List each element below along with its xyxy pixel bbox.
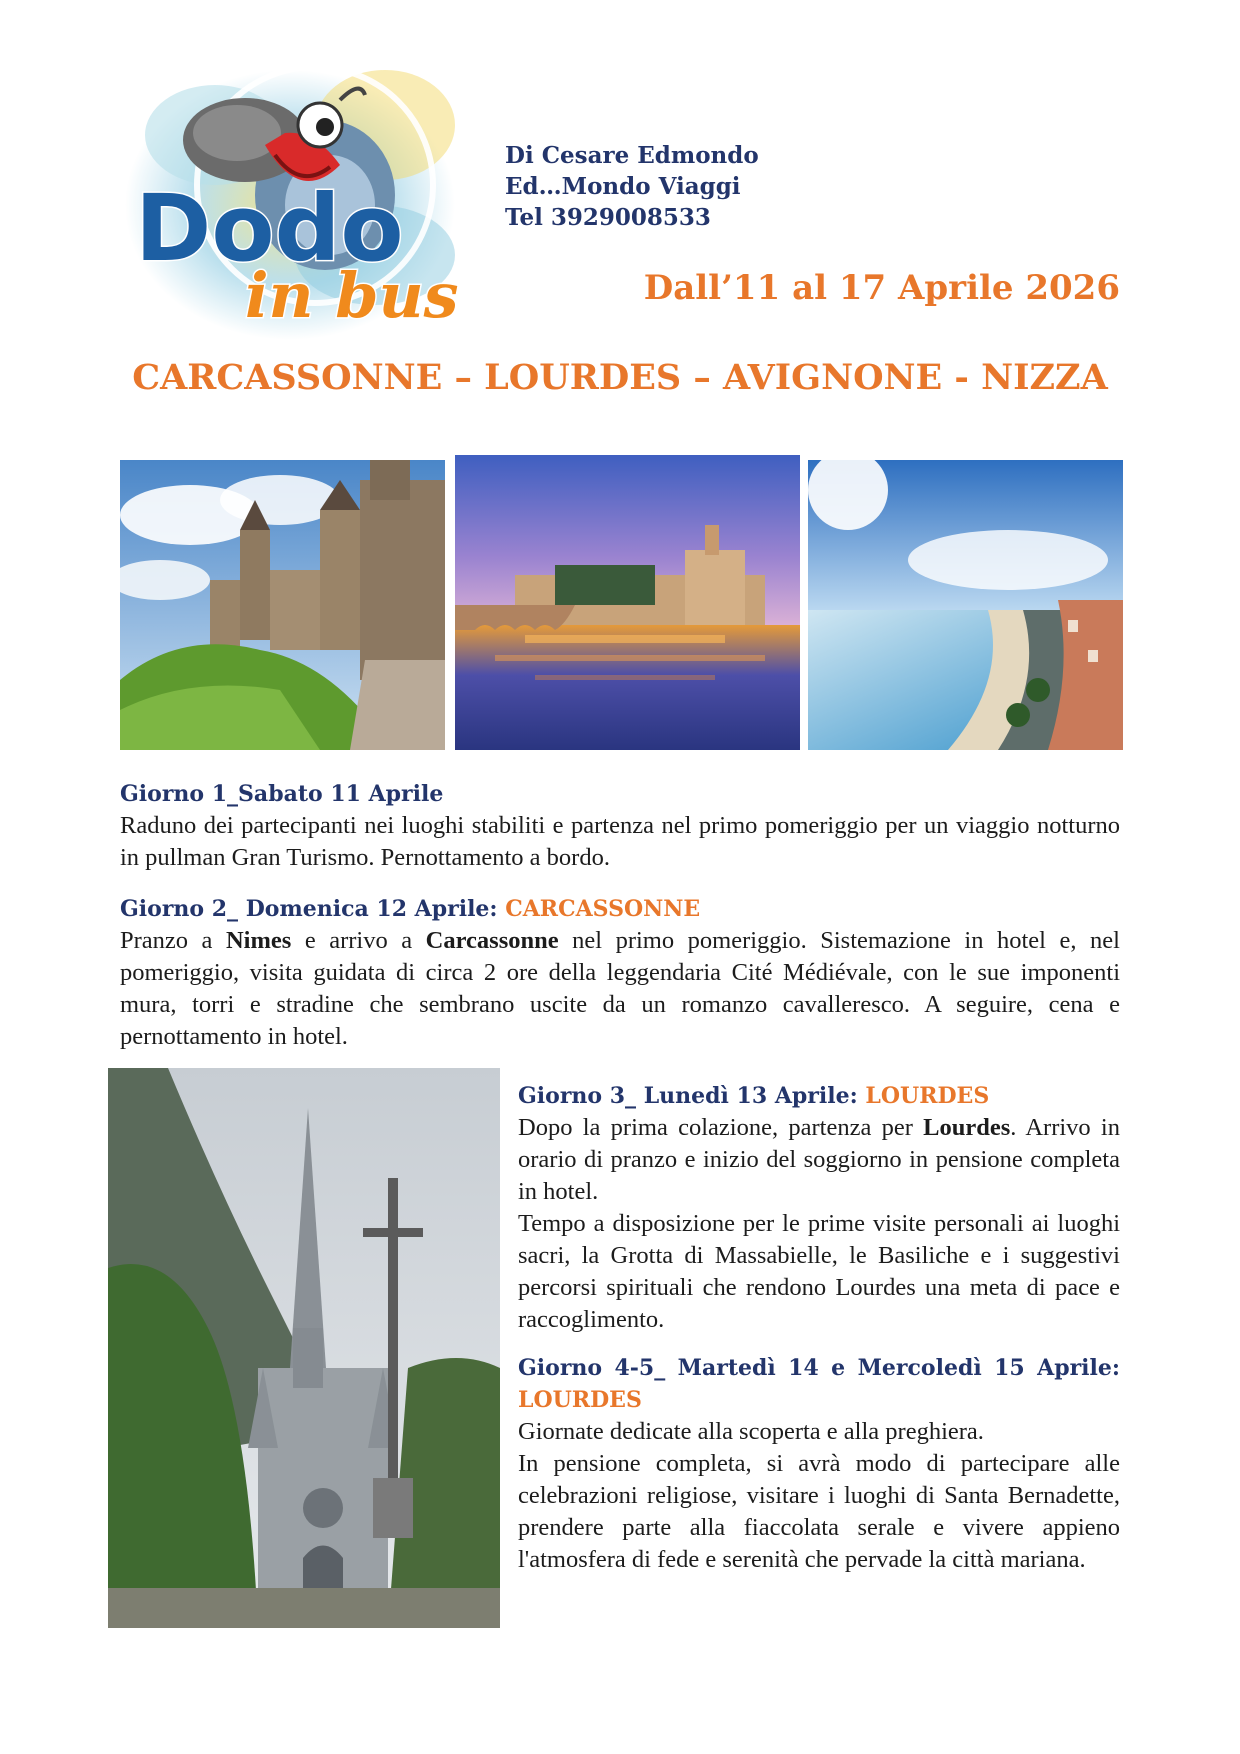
- trip-dates: Dall’11 al 17 Aprile 2026: [643, 268, 1120, 308]
- day-2-bold-carcassonne: Carcassonne: [425, 927, 559, 954]
- day-2-text-1: Pranzo a: [120, 927, 226, 954]
- day-4-5-place-line: [518, 1384, 1120, 1416]
- agency-name: Ed…Mondo Viaggi: [505, 173, 741, 200]
- carcassonne-photo: [120, 460, 445, 750]
- day-4-5-section: [518, 1352, 1120, 1576]
- day-1-title: Giorno 1_Sabato 11 Aprile: [120, 781, 444, 807]
- agency-owner: Di Cesare Edmondo: [505, 142, 759, 169]
- day-4-5-paragraph-1: Giornate dedicate alla scoperta e alla preghiera.: [518, 1418, 984, 1445]
- day-1-section: [120, 778, 1120, 874]
- logo-word-dodo: Dodo: [135, 175, 404, 282]
- day-2-bold-nimes: Nimes: [225, 927, 292, 954]
- lourdes-basilica-photo: [108, 1068, 500, 1628]
- day-3-section: [518, 1080, 1120, 1336]
- day-3-text: [518, 1112, 1120, 1336]
- day-3-paragraph-2: Tempo a disposizione per le prime visite personali ai luoghi sacri, la Grotta di Massabielle, le Basiliche e i suggestivi percorsi spirituali che rendono Lourdes una meta di pace e raccoglimento.: [518, 1210, 1120, 1333]
- day-2-place: CARCASSONNE: [505, 896, 701, 922]
- logo-word-in-bus: in bus: [245, 259, 459, 332]
- day-3-title-date: Giorno 3_ Lunedì 13 Aprile:: [518, 1083, 866, 1109]
- day-4-5-title: Giorno 4-5_ Martedì 14 e Mercoledì 15 Aprile:: [518, 1355, 1120, 1381]
- agency-phone: Tel 3929008533: [505, 204, 711, 231]
- agency-info: [505, 140, 885, 233]
- day-4-5-text: [518, 1416, 1120, 1576]
- day-2-title: [120, 893, 1120, 925]
- day-3-paragraph-1: [518, 1112, 1120, 1208]
- day-3-text-1: Dopo la prima colazione, partenza per: [518, 1114, 924, 1141]
- day-3-text-2: . Arrivo in orario di pranzo e inizio del soggiorno in pensione completa in hotel.: [518, 1114, 1120, 1205]
- dodo-in-bus-logo: [125, 55, 480, 340]
- nizza-photo: [808, 460, 1123, 750]
- day-2-paragraph: [120, 925, 1120, 1053]
- day-4-5-paragraph-2: In pensione completa, si avrà modo di partecipare alle celebrazioni religiose, visitare i luoghi di Santa Bernadette, prendere parte alla fiaccolata serale e vivere appieno l'atmosfera di fede e serenità che pervade la città mariana.: [518, 1450, 1120, 1573]
- avignone-photo: [455, 455, 800, 750]
- day-1-text: [120, 810, 1120, 874]
- day-2-title-date: Giorno 2_ Domenica 12 Aprile:: [120, 896, 506, 922]
- day-2-text-2: e arrivo a: [291, 927, 426, 954]
- day-3-title: [518, 1080, 1120, 1112]
- day-4-5-place: LOURDES: [518, 1387, 642, 1413]
- day-2-section: [120, 893, 1120, 1053]
- day-1-paragraph: Raduno dei partecipanti nei luoghi stabiliti e partenza nel primo pomeriggio per un viaggio notturno in pullman Gran Turismo. Pernottamento a bordo.: [120, 812, 1120, 871]
- trip-route-title: CARCASSONNE – LOURDES – AVIGNONE - NIZZA: [132, 357, 1108, 398]
- day-3-bold-lourdes: Lourdes: [923, 1114, 1011, 1141]
- day-2-text: [120, 925, 1120, 1053]
- day-2-text-3: nel primo pomeriggio. Sistemazione in hotel e, nel pomeriggio, visita guidata di circa 2 ore della leggendaria Cité Médiévale, con le sue imponenti mura, torri e stradine che sembrano uscite da un romanzo cavalleresco. A seguire, cena e pernottamento in hotel.: [120, 927, 1120, 1050]
- day-3-place: LOURDES: [865, 1083, 990, 1109]
